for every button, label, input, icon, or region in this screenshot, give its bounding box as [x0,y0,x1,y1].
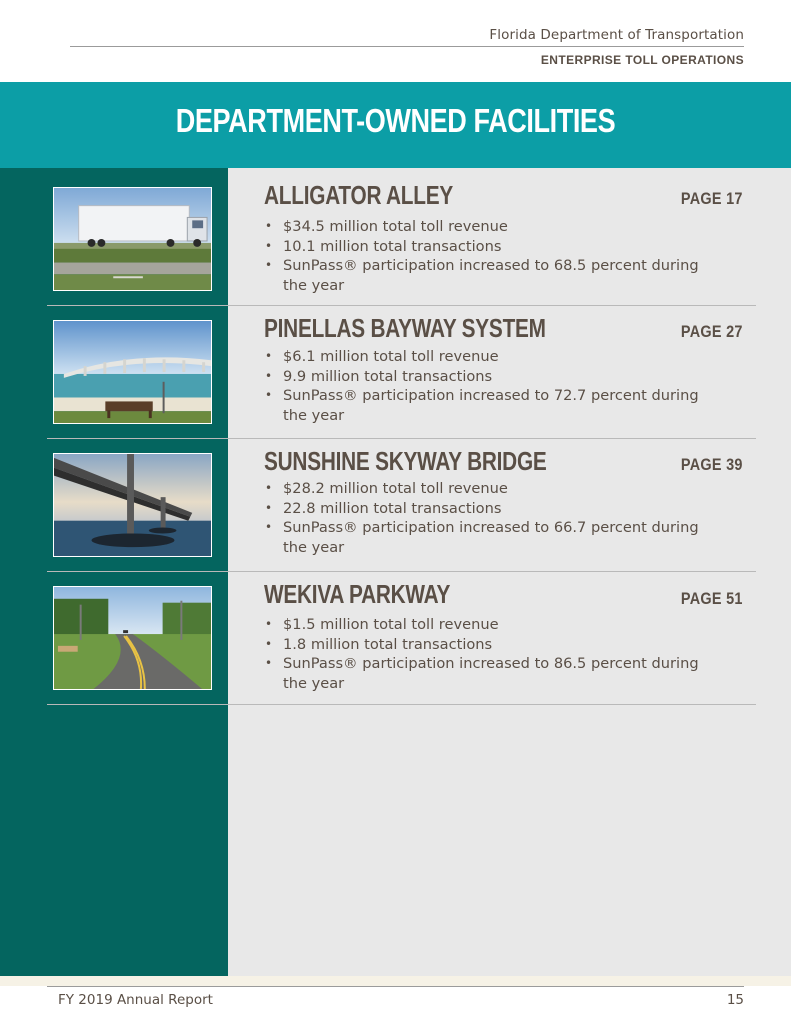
row-divider [47,305,756,306]
highway-truck-photo [53,187,212,291]
stat-item: • $34.5 million total toll revenue [265,217,705,237]
division-name: ENTERPRISE TOLL OPERATIONS [540,53,744,67]
footer-rule [47,986,744,987]
skyway-bridge-photo [53,453,212,557]
stat-item: • SunPass® participation increased to 86.5 percent during the year [265,654,705,693]
title-banner [0,82,791,168]
stat-item: • $28.2 million total toll revenue [265,479,705,499]
page-reference: PAGE 51 [681,589,743,608]
stat-item: • 9.9 million total transactions [265,367,705,387]
facility-stats-list [265,615,705,693]
facility-stats-list [265,347,705,425]
bayway-bridge-photo [53,320,212,424]
page-number: 15 [726,992,744,1008]
stat-item: • $1.5 million total toll revenue [265,615,705,635]
page-reference: PAGE 27 [681,322,743,341]
page-reference: PAGE 39 [681,455,743,474]
stat-item: • 1.8 million total transactions [265,635,705,655]
organization-name: Florida Department of Transportation [489,27,744,43]
facility-stats-list [265,217,705,295]
stat-item: • SunPass® participation increased to 66.7 percent during the year [265,518,705,557]
facility-title: PINELLAS BAYWAY SYSTEM [264,313,546,343]
facility-title: SUNSHINE SKYWAY BRIDGE [264,446,547,476]
facility-title: ALLIGATOR ALLEY [264,180,453,210]
page-title: DEPARTMENT-OWNED FACILITIES [175,102,616,139]
parkway-road-photo [53,586,212,690]
header-rule [70,46,744,47]
row-divider [47,438,756,439]
facility-title: WEKIVA PARKWAY [264,579,451,609]
row-divider [47,704,756,705]
stat-item: • $6.1 million total toll revenue [265,347,705,367]
bottom-strip [0,976,791,986]
report-name: FY 2019 Annual Report [58,992,213,1008]
facility-stats-list [265,479,705,557]
page-reference: PAGE 17 [681,189,743,208]
stat-item: • 10.1 million total transactions [265,237,705,257]
row-divider [47,571,756,572]
stat-item: • 22.8 million total transactions [265,499,705,519]
stat-item: • SunPass® participation increased to 72.7 percent during the year [265,386,705,425]
stat-item: • SunPass® participation increased to 68.5 percent during the year [265,256,705,295]
